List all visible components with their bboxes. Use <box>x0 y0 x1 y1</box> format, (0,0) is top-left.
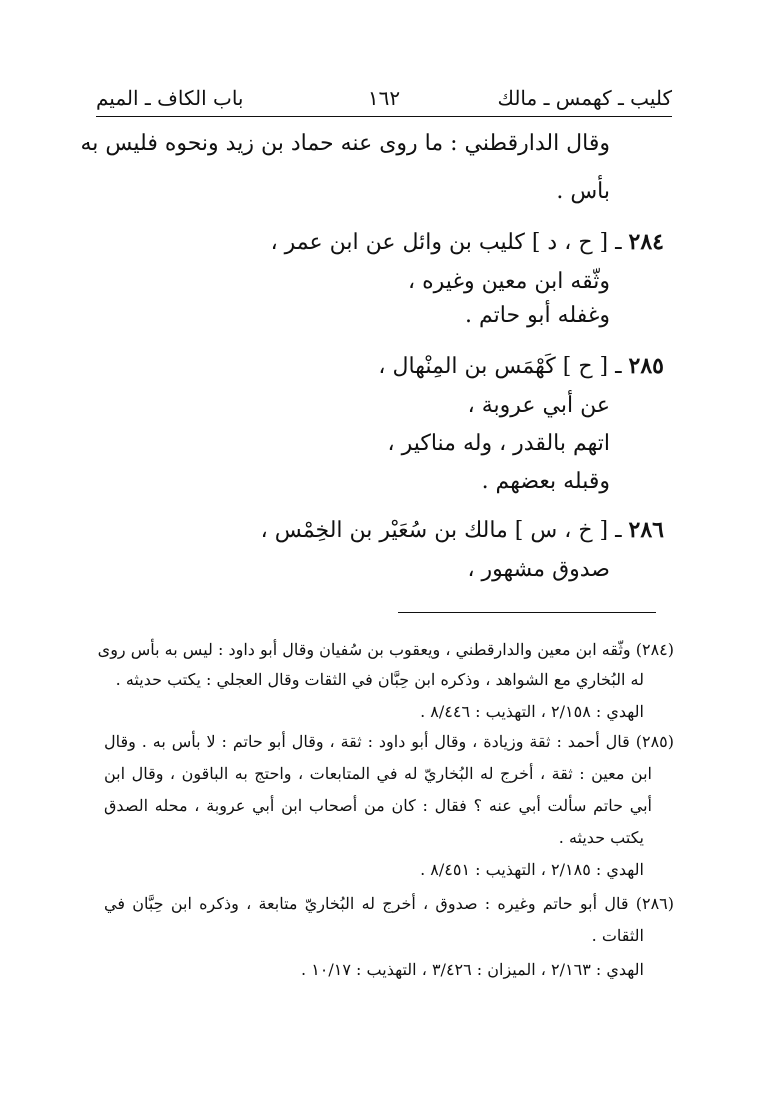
footnote-line: (٢٨٤) وثّقه ابن معين والدارقطني ، ويعقوب بن سُفيان وقال أبو داود : ليس به بأس روى <box>97 640 674 659</box>
running-header <box>96 80 672 116</box>
page-number: ١٦٢ <box>367 86 401 110</box>
footnote-line: (٢٨٥) قال أحمد : ثقة وزيادة ، وقال أبو داود : ثقة ، وقال أبو حاتم : لا بأس به . وقال <box>104 732 674 751</box>
entry-line: عن أبي عروبة ، <box>467 393 610 418</box>
entry-heading <box>261 514 664 547</box>
entry-head-text: ـ [ ح ] كَهْمَس بن المِنْهال ، <box>378 354 622 379</box>
entry-head-text: ـ [ خ ، س ] مالك بن سُعَيْر بن الخِمْس ، <box>260 518 622 543</box>
entry-number: ٢٨٦ <box>628 517 664 543</box>
entry-heading <box>271 226 664 259</box>
footnote-separator <box>398 612 656 613</box>
continuation-line: بأس . <box>556 179 610 204</box>
footnote-citation: الهدي : ٢/١٥٨ ، التهذيب : ٨/٤٤٦ . <box>420 702 644 721</box>
footnote-citation: الهدي : ٢/١٦٣ ، الميزان : ٣/٤٢٦ ، التهذيب : ١٠/١٧ . <box>301 960 644 979</box>
entry-heading <box>378 350 664 383</box>
footnote-line: له البُخاري مع الشواهد ، وذكره ابن حِبَّان في الثقات وقال العجلي : يكتب حديثه . <box>115 670 644 689</box>
entry-number: ٢٨٤ <box>628 229 664 255</box>
header-entry-range: كليب ـ كهمس ـ مالك <box>497 86 672 110</box>
entry-line: وغفله أبو حاتم . <box>465 303 610 328</box>
entry-line: وقبله بعضهم . <box>481 469 610 494</box>
entry-line: اتهم بالقدر ، وله مناكير ، <box>387 431 610 456</box>
footnote-line: ابن معين : ثقة ، أخرج له البُخاريّ له في المتابعات ، واحتج به الباقون ، وقال ابن <box>104 764 652 783</box>
continuation-line: وقال الدارقطني : ما روى عنه حماد بن زيد ونحوه فليس به <box>80 131 610 156</box>
header-chapter-title: باب الكاف ـ الميم <box>96 86 244 110</box>
footnote-line: الثقات . <box>591 926 644 945</box>
entry-head-text: ـ [ ح ، د ] كليب بن وائل عن ابن عمر ، <box>270 230 622 255</box>
footnote-line: أبي حاتم سألت أبي عنه ؟ فقال : كان من أصحاب ابن أبي عروبة ، محله الصدق <box>104 796 652 815</box>
entry-line: وثّقه ابن معين وغيره ، <box>408 269 610 294</box>
footnote-citation: الهدي : ٢/١٨٥ ، التهذيب : ٨/٤٥١ . <box>420 860 644 879</box>
footnote-line: يكتب حديثه . <box>558 828 644 847</box>
entry-line: صدوق مشهور ، <box>467 557 610 582</box>
footnote-line: (٢٨٦) قال أبو حاتم وغيره : صدوق ، أخرج له البُخاريّ متابعة ، وذكره ابن حِبَّان في <box>104 894 674 913</box>
entry-number: ٢٨٥ <box>628 353 664 379</box>
header-rule <box>96 116 672 117</box>
